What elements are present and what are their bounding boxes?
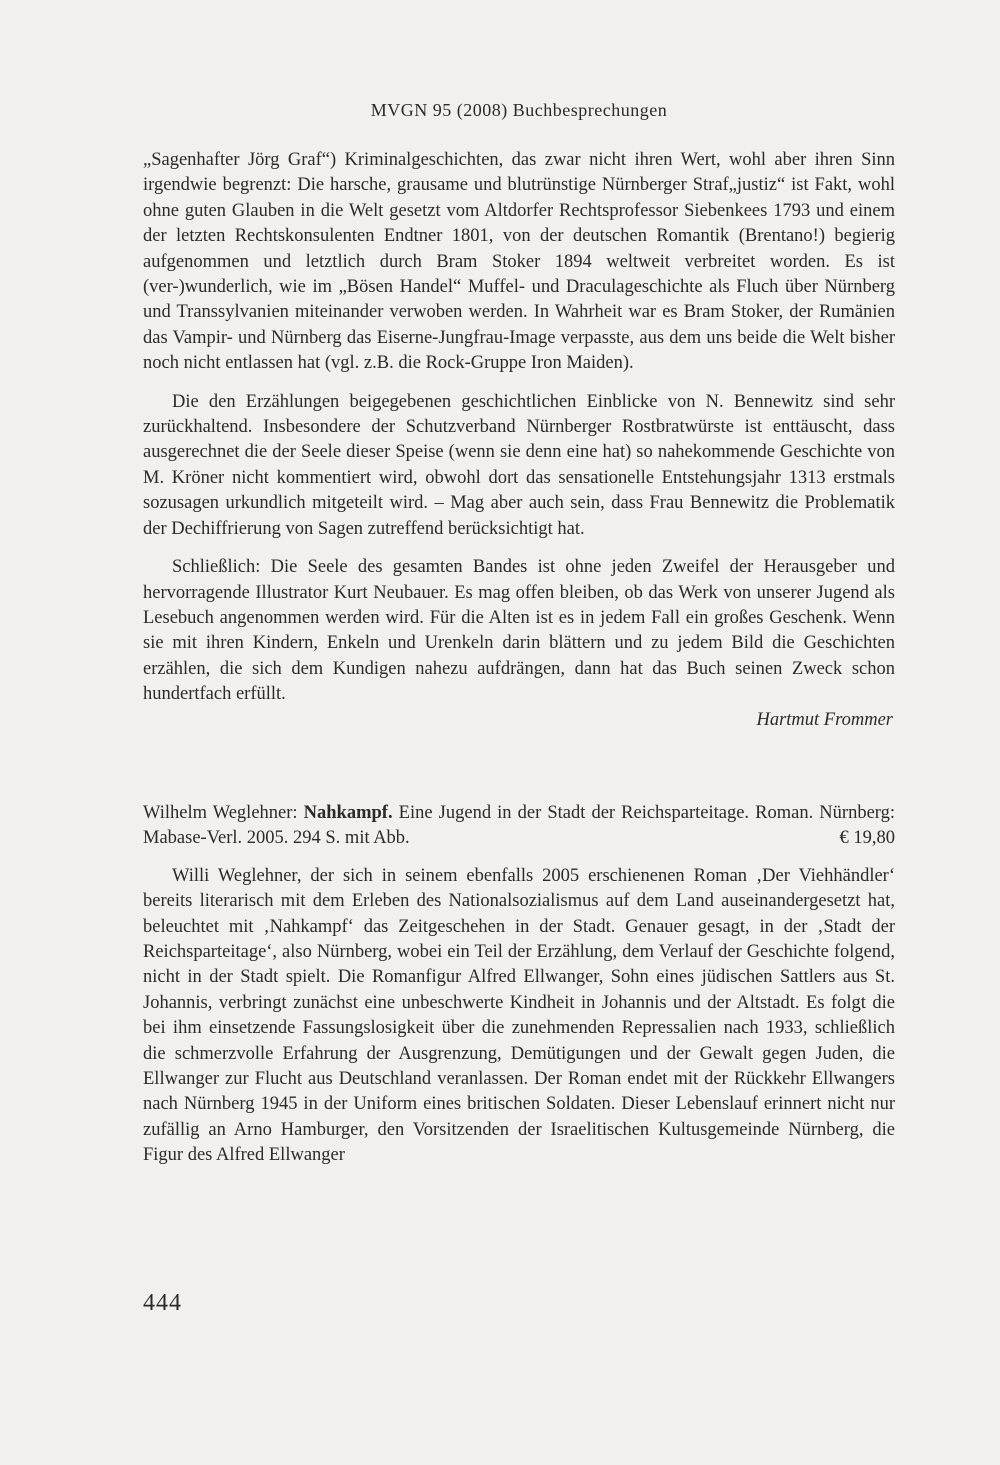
running-head: MVGN 95 (2008) Buchbesprechungen	[370, 100, 668, 120]
book-price: € 19,80	[839, 828, 895, 849]
book-title: Nahkampf.	[303, 802, 393, 823]
document-page	[143, 0, 895, 1465]
book-subtitle: Eine Jugend in der Stadt der Reichsparteitage.	[398, 802, 750, 823]
page-number: 444	[143, 1290, 182, 1316]
body-text	[143, 148, 895, 1169]
review2-paragraph: Willi Weglehner, der sich in seinem ebenfalls 2005 erschienenen Roman ‚Der Viehhändler‘ bereits literarisch mit dem Erleben des Nationalsozialismus auf dem Land auseinandergesetzt hat, beleuchtet mit ‚Nahkampf‘ das Zeitgeschehen in der Stadt. Genauer gesagt, in der ‚Stadt der Reichsparteitage‘, also Nürnberg, wobei ein Teil der Erzählung, dem Verlauf der Geschichte folgend, nicht in der Stadt spielt. Die Romanfigur Alfred Ellwanger, Sohn eines jüdischen Sattlers aus St. Johannis, verbringt zunächst eine unbeschwerte Kindheit in Johannis und der Altstadt. Es folgt die bei ihm einsetzende Fassungslosigkeit über die zunehmenden Repressalien nach 1933, schließlich die schmerzvolle Erfahrung der Ausgrenzung, Demütigungen und der Gewalt gegen Juden, die Ellwanger zur Flucht aus Deutschland veranlassen. Der Roman endet mit der Rückkehr Ellwangers nach Nürnberg 1945 in der Uniform eines britischen Soldaten. Dieser Lebenslauf erinnert nicht nur zufällig an Arno Hamburger, den Vorsitzenden der Israelitischen Kultusgemeinde Nürnberg, die Figur des Alfred Ellwanger	[143, 865, 895, 1166]
bibliographic-entry	[143, 801, 895, 852]
review1-paragraph-3: Schließlich: Die Seele des gesamten Bandes ist ohne jeden Zweifel der Herausgeber und hervorragende Illustrator Kurt Neubauer. Es mag offen bleiben, ob das Werk von unserer Jugend als Lesebuch angenommen werden wird. Für die Alten ist es in jedem Fall ein großes Geschenk. Wenn sie mit ihren Kindern, Enkeln und Urenkeln darin blättern und zu jedem Bild die Geschichten erzählen, die sich dem Kundigen nahezu aufdrängen, dann hat das Buch seinen Zweck schon hundertfach erfüllt.	[143, 557, 895, 705]
review1-paragraph-1: „Sagenhafter Jörg Graf“) Kriminalgeschichten, das zwar nicht ihren Wert, wohl aber ihren Sinn irgendwie begrenzt: Die harsche, grausame und blutrünstige Nürnberger Straf„justiz“ ist Fakt, wohl ohne guten Glauben in die Welt gesetzt vom Altdorfer Rechtsprofessor Siebenkees 1793 und einem der letzten Rechtskonsulenten Endtner 1801, von der deutschen Romantik (Brentano!) begierig aufgenommen und letztlich durch Bram Stoker 1894 weltweit verbreitet worden. Es ist (ver-)wunderlich, wie im „Bösen Handel“ Muffel- und Draculageschichte als Fluch über Nürnberg und Transsylvanien miteinander verwoben werden. In Wahrheit war es Bram Stoker, der Rumänien das Vampir- und Nürnberg das Eiserne-Jungfrau-Image verpasste, aus dem uns beide die Welt bisher noch nicht entlassen hat (vgl. z.B. die Rock-Gruppe Iron Maiden).	[143, 150, 895, 374]
review1-paragraph-2: Die den Erzählungen beigegebenen geschichtlichen Einblicke von N. Bennewitz sind sehr zurückhaltend. Insbesondere der Schutzverband Nürnberger Rostbratwürste ist enttäuscht, dass ausgerechnet die der Seele dieser Speise (wenn sie denn eine hat) so nahekommende Geschichte von M. Kröner nicht kommentiert wird, obwohl dort das sensationelle Entstehungsjahr 1313 erstmals sozusagen urkundlich mitgeteilt wird. – Mag aber auch sein, dass Frau Bennewitz die Problematik der Dechiffrierung von Sagen zutreffend berücksichtigt hat.	[143, 391, 895, 539]
book-imprint: Roman. Nürnberg: Mabase-Verl. 2005. 294 S. mit Abb.	[143, 802, 896, 849]
reviewer-signature: Hartmut Frommer	[756, 709, 893, 730]
book-author: Wilhelm Weglehner:	[143, 802, 298, 823]
